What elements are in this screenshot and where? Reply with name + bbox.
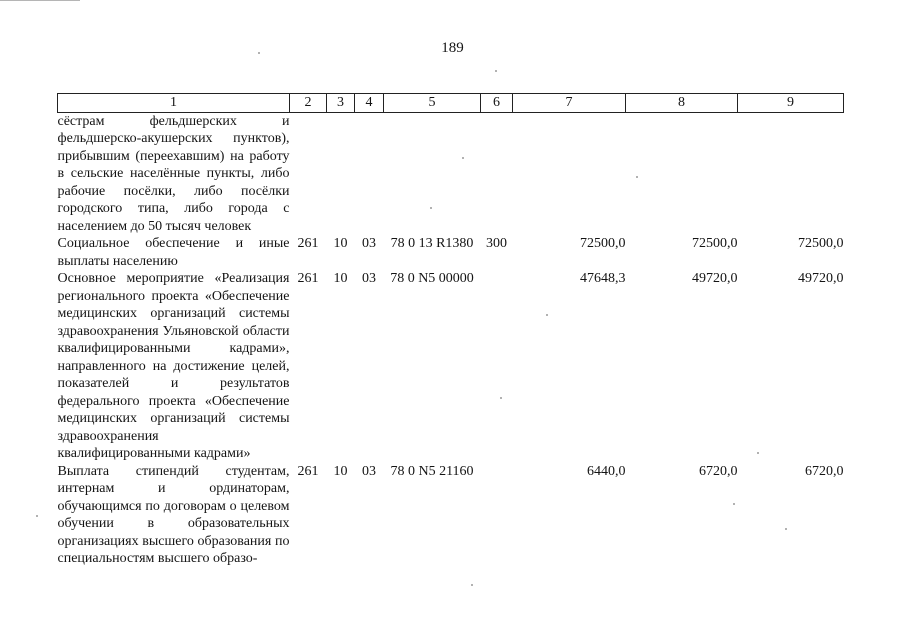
- cell-expense-type: [481, 463, 513, 568]
- budget-table: [57, 93, 844, 568]
- scan-speck: [36, 515, 38, 517]
- scan-speck: [785, 528, 787, 530]
- scan-speck: [546, 314, 548, 316]
- cell-subsection: [355, 112, 384, 235]
- column-header: 7: [513, 94, 626, 113]
- row-description: Социальное обеспечение и иные выплаты населению: [57, 236, 290, 269]
- cell-target-article: 78 0 N5 00000: [390, 271, 474, 286]
- cell-section: 10: [333, 271, 348, 286]
- column-header: 9: [738, 94, 844, 113]
- cell-expense-type: 300: [486, 236, 507, 251]
- column-header: 6: [481, 94, 513, 113]
- cell-subsection: 03: [362, 236, 376, 251]
- cell-amount-1: 6440,0: [587, 463, 626, 479]
- scan-edge-mark: [0, 0, 80, 1]
- page-number: 189: [441, 40, 464, 56]
- column-header: 4: [355, 94, 384, 113]
- row-description: Выплата стипендий студентам, интернам и ординаторам, обучающимся по договорам о целевом обучении в образовательных организациях высшего образования по специальностям высшего образо-: [57, 463, 290, 566]
- cell-amount-3: 49720,0: [798, 271, 844, 286]
- scan-speck: [733, 503, 735, 505]
- cell-subsection: 03: [362, 271, 376, 286]
- scan-speck: [636, 176, 638, 178]
- column-header: 8: [626, 94, 738, 113]
- cell-expense-type: [481, 270, 513, 463]
- cell-target-article: 78 0 13 R1380: [390, 236, 474, 251]
- row-description: Основное мероприятие «Реализация регионального проекта «Обеспечение медицинских организаций системы здравоохранения Ульяновской области квалифицированными кадрами», направленного на достижение целей, показателей и результатов федерального проекта «Обеспечение медицинских организаций системы здравоохранения квалифицированными кадрами»: [57, 271, 290, 461]
- cell-amount-1: [513, 112, 626, 235]
- column-header: 1: [58, 94, 290, 113]
- scan-speck: [500, 397, 502, 399]
- cell-target-article: 78 0 N5 21160: [390, 463, 474, 479]
- column-header: 2: [290, 94, 327, 113]
- table-header-row: [58, 94, 844, 113]
- scan-speck: [258, 52, 260, 54]
- cell-ministry-code: [290, 112, 327, 235]
- column-header: 5: [384, 94, 481, 113]
- cell-amount-1: 47648,3: [580, 271, 626, 286]
- cell-amount-2: 72500,0: [692, 236, 738, 251]
- scan-speck: [495, 70, 497, 72]
- cell-amount-1: 72500,0: [580, 236, 626, 251]
- table-row: [58, 235, 844, 270]
- column-header: 3: [327, 94, 355, 113]
- scan-speck: [757, 452, 759, 454]
- cell-target-article: [384, 112, 481, 235]
- cell-amount-3: 6720,0: [805, 463, 844, 479]
- cell-amount-2: [626, 112, 738, 235]
- table-row: [58, 270, 844, 463]
- cell-amount-3: 72500,0: [798, 236, 844, 251]
- cell-section: 10: [333, 236, 348, 251]
- scan-speck: [430, 207, 432, 209]
- row-description: сёстрам фельдшерских и фельдшерско-акушерских пунктов), прибывшим (переехавшим) на работу в сельские населённые пункты, либо рабочие посёлки, либо посёлки городского типа, либо города с населением до 50 тысяч человек: [57, 113, 290, 234]
- cell-subsection: 03: [362, 463, 376, 479]
- scan-speck: [462, 157, 464, 159]
- cell-section: [327, 112, 355, 235]
- table-row: [58, 112, 844, 235]
- cell-amount-2: 49720,0: [692, 271, 738, 286]
- cell-section: 10: [333, 463, 348, 479]
- cell-ministry-code: 261: [297, 236, 319, 251]
- cell-amount-3: [738, 112, 844, 235]
- cell-amount-2: 6720,0: [699, 463, 738, 479]
- scan-speck: [471, 584, 473, 586]
- table-row: [58, 463, 844, 568]
- cell-expense-type: [481, 112, 513, 235]
- cell-ministry-code: 261: [297, 271, 319, 286]
- cell-ministry-code: 261: [297, 463, 319, 479]
